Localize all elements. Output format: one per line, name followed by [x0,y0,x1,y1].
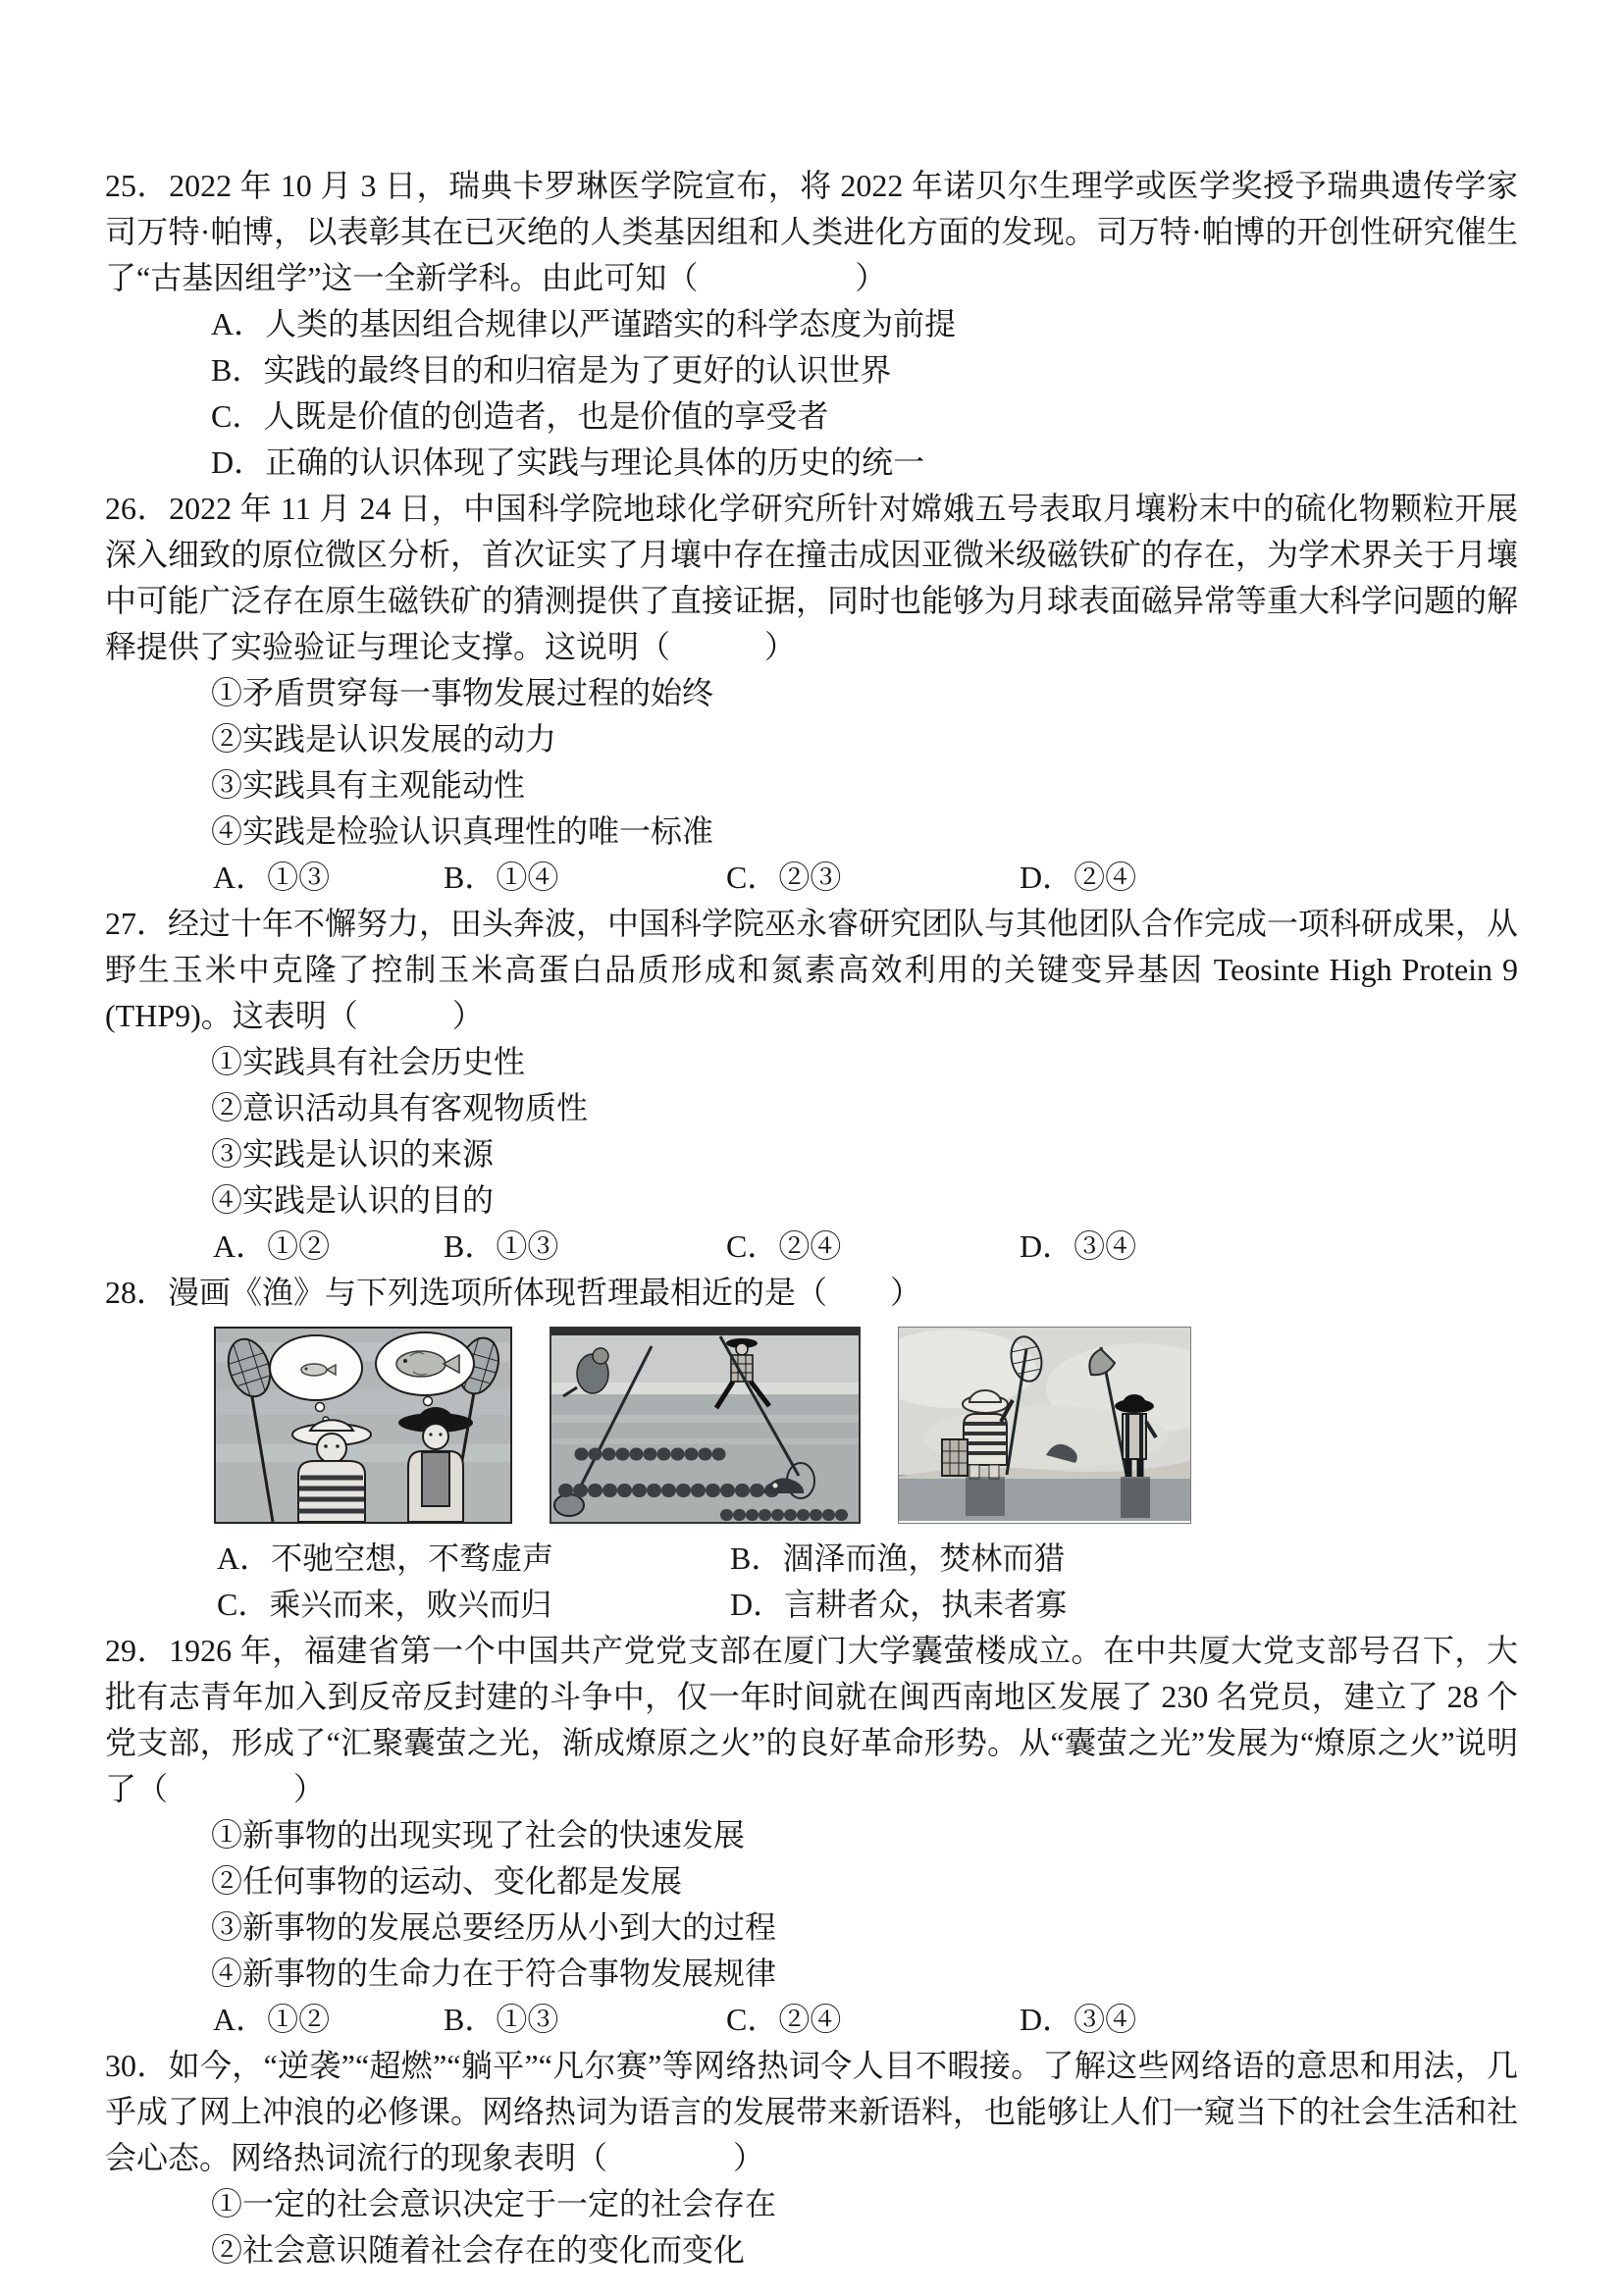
question-28-option-d: D．言耕者众，执耒者寡 [730,1587,1068,1622]
question-26-item-1: ①矛盾贯穿每一事物发展过程的始终 [211,675,714,710]
question-25-option-b: B．实践的最终目的和归宿是为了更好的认识世界 [211,352,892,388]
question-30-item-1: ①一定的社会意识决定于一定的社会存在 [211,2186,777,2221]
question-26-answer-d: D．②④ [1020,860,1137,895]
question-30 [105,2043,1518,2273]
question-28-option-a: A．不驰空想，不骛虚声 [217,1540,554,1576]
question-25 [105,163,1518,486]
question-29-answer-d: D．③④ [1020,2002,1137,2037]
question-26-item-3: ③实践具有主观能动性 [211,767,526,803]
question-25-stem: 25．2022 年 10 月 3 日，瑞典卡罗琳医学院宣布，将 2022 年诺贝尔生理学或医学奖授予瑞典遗传学家司万特·帕博，以表彰其在已灭绝的人类基因组和人类进化方面的发现。司万特·帕博的开创性研究催生了“古基因组学”这一全新学科。由此可知（ ） [105,168,1518,295]
question-27-item-3: ③实践是认识的来源 [211,1136,495,1172]
cartoon-panel-3-image [899,1328,1190,1521]
exam-content [105,163,1518,2273]
question-30-stem: 30．如今，“逆袭”“超燃”“躺平”“凡尔赛”等网络热词令人目不暇接。了解这些网络语的意思和用法，几乎成了网上冲浪的必修课。网络热词为语言的发展带来新语料，也能够让人们一窥当下的社会生活和社会心态。网络热词流行的现象表明（ ） [105,2048,1519,2175]
question-25-option-a: A．人类的基因组合规律以严谨踏实的科学态度为前提 [211,306,957,341]
question-28-options-row-2 [105,1582,1518,1628]
question-26 [105,486,1518,901]
question-30-item-2: ②社会意识随着社会存在的变化而变化 [211,2232,746,2268]
question-26-stem: 26．2022 年 11 月 24 日，中国科学院地球化学研究所针对嫦娥五号表取月壤粉末中的硫化物颗粒开展深入细致的原位微区分析，首次证实了月壤中存在撞击成因亚微米级磁铁矿的存在，为学术界关于月壤中可能广泛存在原生磁铁矿的猜测提供了直接证据，同时也能够为月球表面磁异常等重大科学问题的解释提供了实验验证与理论支撑。这说明（ ） [105,491,1519,664]
cartoon-panel-3-empty-nets [898,1327,1191,1524]
cartoon-panel-2-image [551,1329,859,1522]
question-27-answer-row [105,1224,1518,1270]
question-28-option-c: C．乘兴而来，败兴而归 [217,1587,552,1622]
question-27-item-2: ②意识活动具有客观物质性 [211,1090,589,1125]
question-27-answer-d: D．③④ [1020,1228,1137,1264]
question-26-item-4: ④实践是检验认识真理性的唯一标准 [211,813,714,849]
question-27 [105,901,1518,1270]
cartoon-fishing-figure [214,1327,1518,1524]
question-29-answer-a: A．①② [213,2002,331,2037]
question-27-answer-c: C．②④ [726,1228,842,1264]
cartoon-panel-1-image [216,1329,510,1522]
question-29-item-1: ①新事物的出现实现了社会的快速发展 [211,1817,746,1852]
question-26-answer-b: B．①④ [444,860,559,895]
question-25-option-c: C．人既是价值的创造者，也是价值的享受者 [211,398,829,434]
cartoon-panel-2-netting-marsh [550,1327,861,1524]
question-26-answer-c: C．②③ [726,860,842,895]
question-29-answer-row [105,1997,1518,2043]
question-28 [105,1270,1518,1628]
question-25-option-d: D．正确的认识体现了实践与理论具体的历史的统一 [211,444,925,480]
question-29-answer-c: C．②④ [726,2002,842,2037]
question-28-option-b: B．涸泽而渔，焚林而猎 [730,1540,1066,1576]
question-27-stem: 27．经过十年不懈努力，田头奔波，中国科学院巫永睿研究团队与其他团队合作完成一项科研成果，从野生玉米中克隆了控制玉米高蛋白品质形成和氮素高效利用的关键变异基因 Teosinte High Protein 9 (THP9)。这表明（ ） [105,906,1519,1033]
question-29 [105,1628,1518,2043]
question-26-item-2: ②实践是认识发展的动力 [211,721,557,757]
question-29-item-2: ②任何事物的运动、变化都是发展 [211,1863,683,1899]
question-29-stem: 29．1926 年，福建省第一个中国共产党党支部在厦门大学囊萤楼成立。在中共厦大党支部号召下，大批有志青年加入到反帝反封建的斗争中，仅一年时间就在闽西南地区发展了 230 名党员，建立了 28 个党支部，形成了“汇聚囊萤之光，渐成燎原之火”的良好革命形势。从“囊萤之光”发展为“燎原之火”说明了（ ） [105,1633,1518,1806]
question-29-item-3: ③新事物的发展总要经历从小到大的过程 [211,1909,777,1945]
question-26-answer-a: A．①③ [213,860,331,895]
question-28-stem: 28．漫画《渔》与下列选项所体现哲理最相近的是（ ） [105,1275,922,1310]
question-26-answer-row [105,855,1518,901]
question-27-item-4: ④实践是认识的目的 [211,1182,495,1218]
question-27-item-1: ①实践具有社会历史性 [211,1044,526,1079]
question-27-answer-a: A．①② [213,1228,331,1264]
cartoon-panel-1-imagining-fish [214,1327,512,1524]
question-27-answer-b: B．①③ [444,1228,559,1264]
question-29-answer-b: B．①③ [444,2002,559,2037]
question-29-item-4: ④新事物的生命力在于符合事物发展规律 [211,1956,777,1991]
question-28-options-row-1 [105,1536,1518,1582]
